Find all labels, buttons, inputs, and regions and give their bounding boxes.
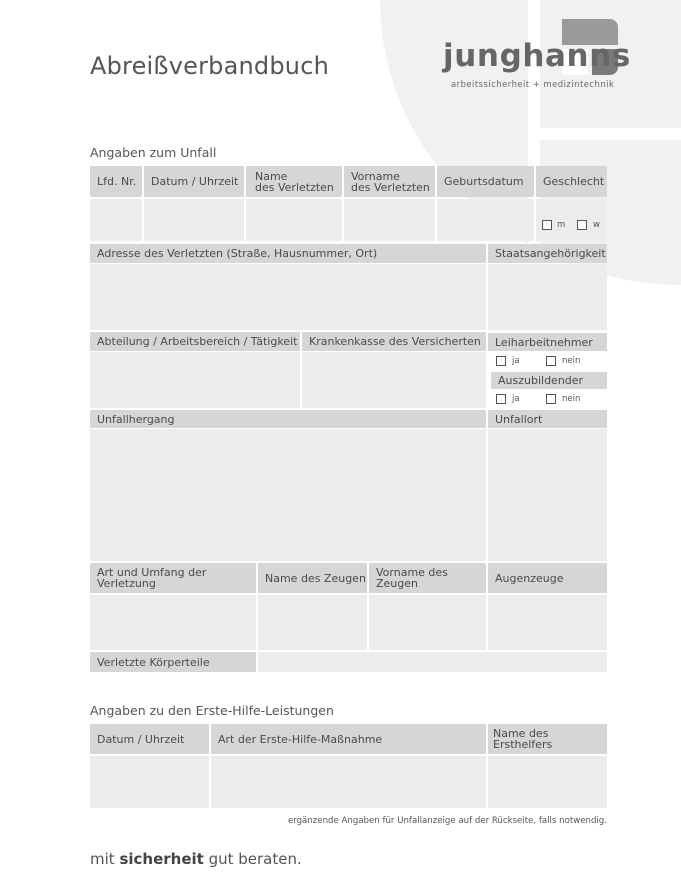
field-vorname[interactable] [344,199,435,241]
field-verletzung[interactable] [90,595,256,650]
field-geburtsdatum[interactable] [437,199,534,241]
header-krankenkasse: Krankenkasse des Versicherten [302,332,486,351]
header-zeuge-name: Name des Zeugen [258,563,367,593]
header-augenzeuge: Augenzeuge [488,563,607,593]
field-adresse[interactable] [90,264,486,330]
field-zeuge-vorname[interactable] [369,595,486,650]
header-vorname [344,166,435,197]
label-gender-w: w [593,220,600,230]
checkbox-gender-w[interactable] [577,220,587,230]
label-gender-m: m [557,220,566,230]
field-eh-ersthelfer[interactable] [488,756,607,808]
field-eh-massnahme[interactable] [211,756,486,808]
field-staatsangehoerigkeit[interactable] [488,264,607,330]
label-auszubildender-ja: ja [512,394,520,404]
header-eh-datum: Datum / Uhrzeit [90,724,209,754]
footnote: ergänzende Angaben für Unfallanzeige auf der Rückseite, falls notwendig. [287,816,607,826]
header-name [246,166,342,197]
header-geschlecht: Geschlecht [536,166,607,197]
field-augenzeuge[interactable] [488,595,607,650]
slogan-part2: gut beraten. [203,850,302,868]
label-auszubildender-nein: nein [562,394,581,404]
header-auszubildender: Auszubildender [491,372,607,389]
section-title-unfall: Angaben zum Unfall [90,145,217,160]
field-datum-uhrzeit[interactable] [144,199,244,241]
header-unfallort: Unfallort [488,410,607,428]
slogan-bold: sicherheit [119,850,204,868]
slogan [90,850,302,868]
field-krankenkasse[interactable] [302,352,486,408]
slogan-part1: mit [90,850,120,868]
checkbox-leiharbeitnehmer-ja[interactable] [496,356,506,366]
header-lfd-nr: Lfd. Nr. [90,166,142,197]
field-lfd-nr[interactable] [90,199,142,241]
label-leiharbeitnehmer-nein: nein [562,356,581,366]
header-eh-massnahme: Art der Erste-Hilfe-Maßnahme [211,724,486,754]
checkbox-auszubildender-nein[interactable] [546,394,556,404]
header-unfallhergang: Unfallhergang [90,410,486,428]
header-vorname-line2: des Verletzten [351,180,430,194]
header-verletzung: Art und Umfang der Verletzung [90,563,256,593]
field-koerperteile[interactable] [258,652,607,672]
header-koerperteile: Verletzte Körperteile [90,652,256,672]
field-zeuge-name[interactable] [258,595,367,650]
field-abteilung[interactable] [90,352,300,408]
label-leiharbeitnehmer-ja: ja [512,356,520,366]
header-datum-uhrzeit: Datum / Uhrzeit [144,166,244,197]
header-leiharbeitnehmer: Leiharbeitnehmer [488,333,607,351]
document-title: Abreißverbandbuch [90,52,330,80]
header-geburtsdatum: Geburtsdatum [437,166,534,197]
header-staatsangehoerigkeit: Staatsangehörigkeit [488,244,607,263]
header-eh-ersthelfer: Name des Ersthelfers [488,724,607,754]
logo-tagline: arbeitssicherheit + medizintechnik [451,79,615,89]
header-abteilung: Abteilung / Arbeitsbereich / Tätigkeit [90,332,300,351]
header-vorname-line1: Vorname [351,169,400,183]
header-zeuge-vorname: Vorname des Zeugen [369,563,486,593]
header-name-line2: des Verletzten [255,180,334,194]
checkbox-leiharbeitnehmer-nein[interactable] [546,356,556,366]
header-adresse: Adresse des Verletzten (Straße, Hausnummer, Ort) [90,244,486,263]
logo-wordmark: junghanns [443,38,631,74]
header-name-line1: Name [255,169,288,183]
field-name[interactable] [246,199,342,241]
section-title-erste-hilfe: Angaben zu den Erste-Hilfe-Leistungen [90,703,334,718]
field-unfallhergang[interactable] [90,429,486,561]
field-eh-datum[interactable] [90,756,209,808]
checkbox-gender-m[interactable] [542,220,552,230]
field-unfallort[interactable] [488,429,607,561]
checkbox-auszubildender-ja[interactable] [496,394,506,404]
